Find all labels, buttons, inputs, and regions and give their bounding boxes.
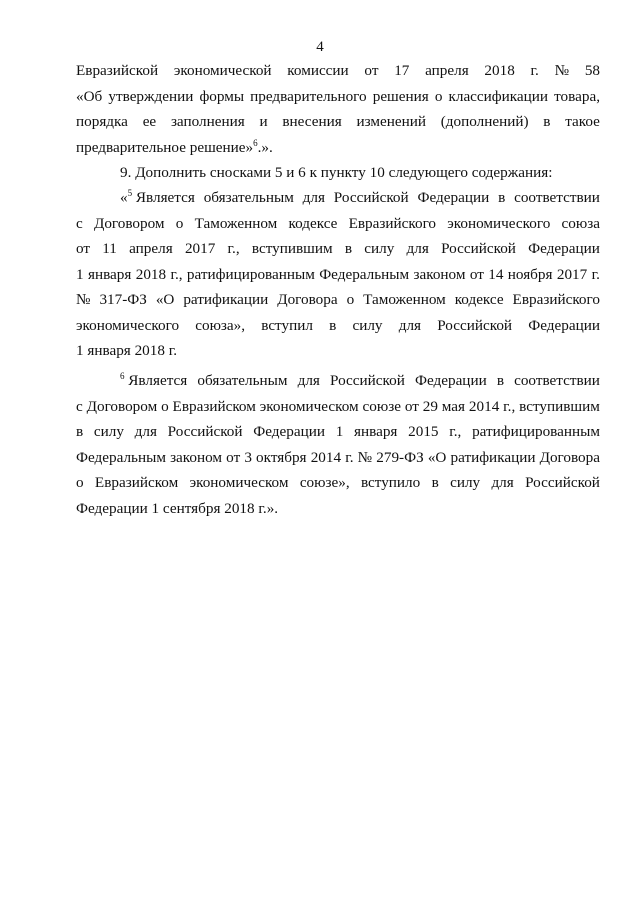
- word: такое: [565, 113, 600, 130]
- word: от: [469, 265, 484, 283]
- word: для: [134, 423, 157, 440]
- text-line: [76, 58, 600, 84]
- word: утверждении: [108, 87, 194, 105]
- word: силу: [364, 240, 395, 257]
- word: октября: [256, 448, 307, 466]
- word: ратифицированным: [186, 265, 315, 283]
- word: союзе: [362, 397, 401, 415]
- word: 3: [244, 448, 252, 466]
- word: Федерации: [528, 240, 600, 257]
- word: комиссии: [287, 62, 349, 79]
- text-line: [76, 394, 600, 420]
- word: Федеральным: [319, 265, 410, 283]
- word: о: [434, 87, 443, 105]
- word: Договором: [93, 214, 165, 232]
- word: для: [302, 189, 325, 206]
- word: 2014: [310, 448, 342, 466]
- word: порядка: [76, 113, 128, 130]
- word: Евразийском: [172, 397, 256, 415]
- word: обязательным: [203, 189, 294, 206]
- word-text: Является: [124, 372, 188, 389]
- word: ноября: [507, 265, 553, 283]
- word: о: [76, 474, 84, 491]
- word: Евразийской: [76, 62, 159, 79]
- word: Российской: [437, 316, 513, 334]
- paragraph-continuation: [76, 58, 600, 160]
- word: вступил: [261, 316, 313, 334]
- word: для: [297, 372, 320, 389]
- word: от: [404, 397, 419, 415]
- word-text: Является: [132, 189, 195, 206]
- word: 2018: [135, 265, 167, 283]
- word: решения: [372, 87, 429, 105]
- word: Таможенном: [363, 291, 446, 308]
- text-line: [76, 84, 600, 110]
- word: Российской: [167, 423, 243, 440]
- word: предварительного: [250, 87, 367, 105]
- word: формы: [199, 87, 245, 105]
- word: г.: [530, 62, 539, 79]
- word: января: [354, 423, 398, 440]
- word: с: [76, 214, 83, 232]
- word: 17: [394, 62, 410, 79]
- word: Российской: [330, 372, 405, 389]
- word: 58: [584, 62, 600, 79]
- word: 1: [335, 423, 344, 440]
- word: г.,: [170, 265, 183, 283]
- word: в: [344, 240, 353, 257]
- footnote-number: 6: [120, 370, 125, 381]
- word: законом: [170, 448, 223, 466]
- word: апреля: [425, 62, 469, 79]
- word: ратификации: [450, 448, 536, 466]
- footnote-number: 5: [127, 187, 133, 198]
- word: №: [554, 62, 570, 79]
- text-line: [76, 135, 600, 161]
- text-line: [76, 287, 600, 313]
- word: товара,: [554, 87, 600, 105]
- word: «О: [427, 448, 447, 466]
- word: экономическом: [259, 397, 359, 415]
- text-line: [76, 368, 600, 394]
- text-line: Федерации 1 сентября 2018 г.».: [76, 499, 279, 517]
- footnote-5: [76, 185, 600, 364]
- word: в: [496, 372, 504, 389]
- word: заполнения: [170, 113, 245, 130]
- word: для: [398, 316, 422, 334]
- word: и: [259, 113, 268, 130]
- text-line: 9. Дополнить сносками 5 и 6 к пункту 10 следующего содержания:: [120, 164, 553, 181]
- text-line: [76, 313, 600, 339]
- word: для: [491, 474, 514, 491]
- text-line: [76, 262, 600, 288]
- word: Евразийского: [348, 214, 437, 232]
- word: соответствии: [514, 189, 600, 206]
- word: января: [87, 265, 132, 283]
- word: в: [329, 316, 337, 334]
- word: в: [76, 423, 84, 440]
- word: г.,: [449, 423, 462, 440]
- word: [120, 185, 195, 211]
- word: [120, 368, 187, 394]
- word: в: [543, 113, 551, 130]
- word: союза: [561, 214, 600, 232]
- word: Таможенном: [194, 214, 278, 232]
- text-line: [76, 470, 600, 496]
- word: Федеральным: [76, 448, 166, 466]
- word: Российской: [441, 240, 516, 257]
- word: в: [498, 189, 506, 206]
- text-line: 1 января 2018 г.: [76, 342, 178, 359]
- word: от: [76, 240, 91, 257]
- word: внесения: [282, 113, 342, 130]
- word: силу: [93, 423, 124, 440]
- word: г.: [345, 448, 354, 466]
- word: 2018: [484, 62, 515, 79]
- word: от: [364, 62, 379, 79]
- word: 2015: [408, 423, 439, 440]
- text-line: [76, 445, 600, 471]
- word: экономическом: [189, 474, 289, 491]
- word: Федерации: [528, 316, 600, 334]
- word: союзе»,: [299, 474, 350, 491]
- word: 1: [76, 265, 84, 283]
- word: силу: [352, 316, 383, 334]
- word: соответствии: [514, 372, 600, 389]
- word: экономического: [76, 316, 180, 334]
- text-line: [76, 419, 600, 445]
- text-line: [76, 109, 600, 135]
- word: о: [346, 291, 355, 308]
- word: Федерации: [414, 372, 487, 389]
- word: №: [357, 448, 373, 466]
- word: «Об: [76, 87, 103, 105]
- word: союза»,: [195, 316, 246, 334]
- word: в: [431, 474, 439, 491]
- word: «О: [155, 291, 175, 308]
- word: вступившим: [251, 240, 333, 257]
- footnote-ref: 6: [253, 137, 258, 148]
- word: кодексе: [454, 291, 504, 308]
- word: 11: [102, 240, 117, 257]
- word: обязательным: [197, 372, 288, 389]
- word: 29: [422, 397, 438, 415]
- word: для: [406, 240, 429, 257]
- word: 317-ФЗ: [99, 291, 147, 308]
- word: Договора: [539, 448, 600, 466]
- text-line: [76, 236, 600, 262]
- word: законом: [413, 265, 466, 283]
- word: г.: [591, 265, 600, 283]
- text-fragment: .».: [257, 138, 273, 156]
- word: кодексе: [288, 214, 338, 232]
- word: классификации: [448, 87, 549, 105]
- word: с: [76, 397, 83, 415]
- word: от: [226, 448, 241, 466]
- word: ее: [142, 113, 157, 130]
- word: Евразийском: [94, 474, 179, 491]
- word: апреля: [129, 240, 173, 257]
- word: вступило: [360, 474, 421, 491]
- word: Евразийского: [512, 291, 600, 308]
- word: изменений: [356, 113, 426, 130]
- word: Договором: [86, 397, 158, 415]
- word: г.,: [503, 397, 516, 415]
- text-line: [76, 211, 600, 237]
- word: вступившим: [519, 397, 600, 415]
- word: 2014: [468, 397, 500, 415]
- text-line: [76, 185, 600, 211]
- word: силу: [450, 474, 481, 491]
- word: 14: [488, 265, 504, 283]
- word: 2017: [556, 265, 588, 283]
- page-number: 4: [316, 39, 324, 55]
- word: Федерации: [253, 423, 325, 440]
- word: Федерации: [417, 189, 490, 206]
- word: экономической: [173, 62, 272, 79]
- footnote-6: [76, 368, 600, 521]
- quote-mark: «: [120, 189, 128, 206]
- word: Российской: [525, 474, 600, 491]
- text-fragment: предварительное решение»: [76, 138, 254, 156]
- word: о: [161, 397, 169, 415]
- word: экономического: [447, 214, 551, 232]
- word: 2017: [184, 240, 216, 257]
- word: Российской: [333, 189, 409, 206]
- word: г.,: [227, 240, 240, 257]
- paragraph-item-9: [76, 160, 600, 186]
- word: о: [175, 214, 184, 232]
- word: (дополнений): [440, 113, 529, 130]
- word: Договора: [277, 291, 338, 308]
- word: 279-ФЗ: [376, 448, 424, 466]
- word: ратифицированным: [472, 423, 600, 440]
- word: ратификации: [183, 291, 269, 308]
- word: мая: [441, 397, 466, 415]
- word: №: [76, 291, 91, 308]
